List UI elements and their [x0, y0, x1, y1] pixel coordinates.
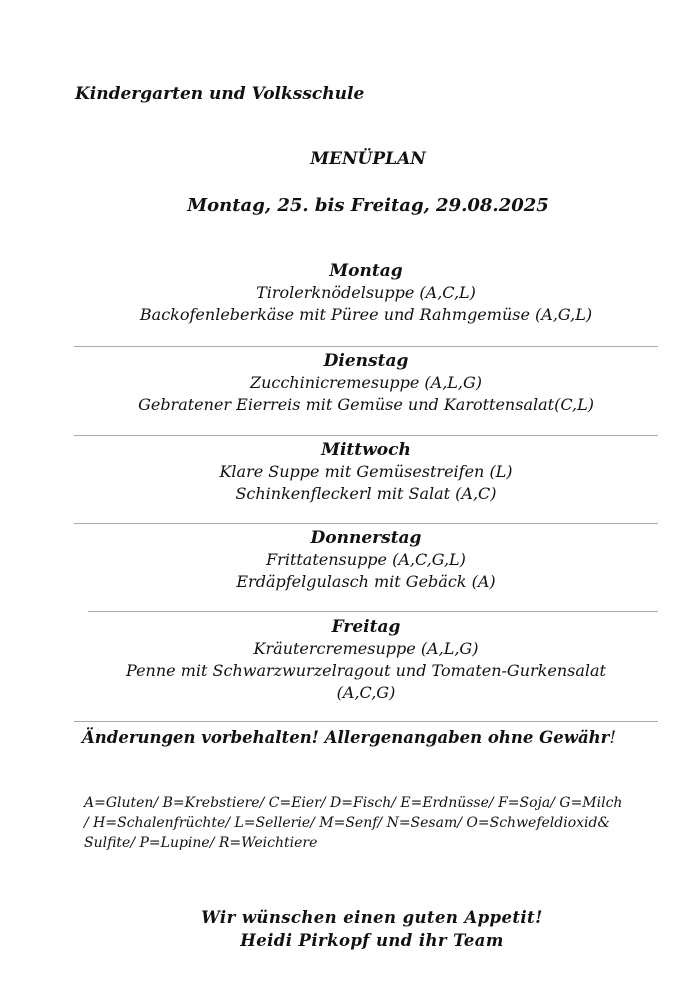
- allergen-legend: [84, 793, 664, 853]
- soup-item: Tirolerknödelsuppe (A,C,L): [256, 283, 476, 302]
- day-name: Montag: [329, 261, 403, 281]
- day-name: Dienstag: [323, 351, 409, 371]
- day-name: Donnerstag: [310, 528, 422, 548]
- day-block-donnerstag: [74, 527, 658, 593]
- disclaimer-notice: [82, 728, 616, 747]
- legend-line: Sulfite/ P=Lupine/ R=Weichtiere: [84, 835, 318, 851]
- soup-item: Frittatensuppe (A,C,G,L): [266, 550, 466, 569]
- day-name: Freitag: [331, 617, 401, 637]
- main-dish-item: Backofenleberkäse mit Püree und Rahmgemüse (A,G,L): [139, 305, 593, 324]
- day-block-dienstag: [74, 350, 658, 416]
- main-dish-item: Penne mit Schwarzwurzelragout und Tomaten-Gurkensalat: [126, 661, 606, 680]
- disclaimer-text: Änderungen vorbehalten! Allergenangaben ohne Gewähr: [82, 728, 610, 747]
- wish-text: Wir wünschen einen guten Appetit!: [201, 908, 543, 927]
- legend-line: / H=Schalenfrüchte/ L=Sellerie/ M=Senf/ N=Sesam/ O=Schwefeldioxid&: [84, 815, 610, 831]
- soup-item: Zucchinicremesuppe (A,L,G): [249, 373, 483, 392]
- day-block-mittwoch: [74, 439, 658, 505]
- divider: [74, 346, 658, 347]
- page-title: MENÜPLAN: [310, 149, 426, 169]
- disclaimer-end: !: [609, 728, 616, 747]
- divider: [88, 611, 658, 612]
- date-range: Montag, 25. bis Freitag, 29.08.2025: [187, 195, 549, 216]
- divider: [74, 523, 658, 524]
- main-dish-item: Erdäpfelgulasch mit Gebäck (A): [236, 572, 496, 591]
- main-dish-item: Schinkenfleckerl mit Salat (A,C): [235, 484, 497, 503]
- soup-item: Klare Suppe mit Gemüsestreifen (L): [219, 462, 513, 481]
- school-name: Kindergarten und Volksschule: [75, 84, 365, 104]
- divider: [74, 721, 658, 722]
- main-dish-item-continued: (A,C,G): [336, 683, 396, 702]
- day-block-freitag: [74, 616, 658, 704]
- day-name: Mittwoch: [321, 440, 411, 460]
- closing-message: [22, 906, 700, 952]
- main-dish-item: Gebratener Eierreis mit Gemüse und Karottensalat(C,L): [138, 395, 594, 414]
- soup-item: Kräutercremesuppe (A,L,G): [253, 639, 479, 658]
- team-signature: Heidi Pirkopf und ihr Team: [240, 931, 504, 950]
- legend-line: A=Gluten/ B=Krebstiere/ C=Eier/ D=Fisch/ E=Erdnüsse/ F=Soja/ G=Milch: [84, 795, 623, 811]
- divider: [74, 435, 658, 436]
- day-block-montag: [74, 260, 658, 326]
